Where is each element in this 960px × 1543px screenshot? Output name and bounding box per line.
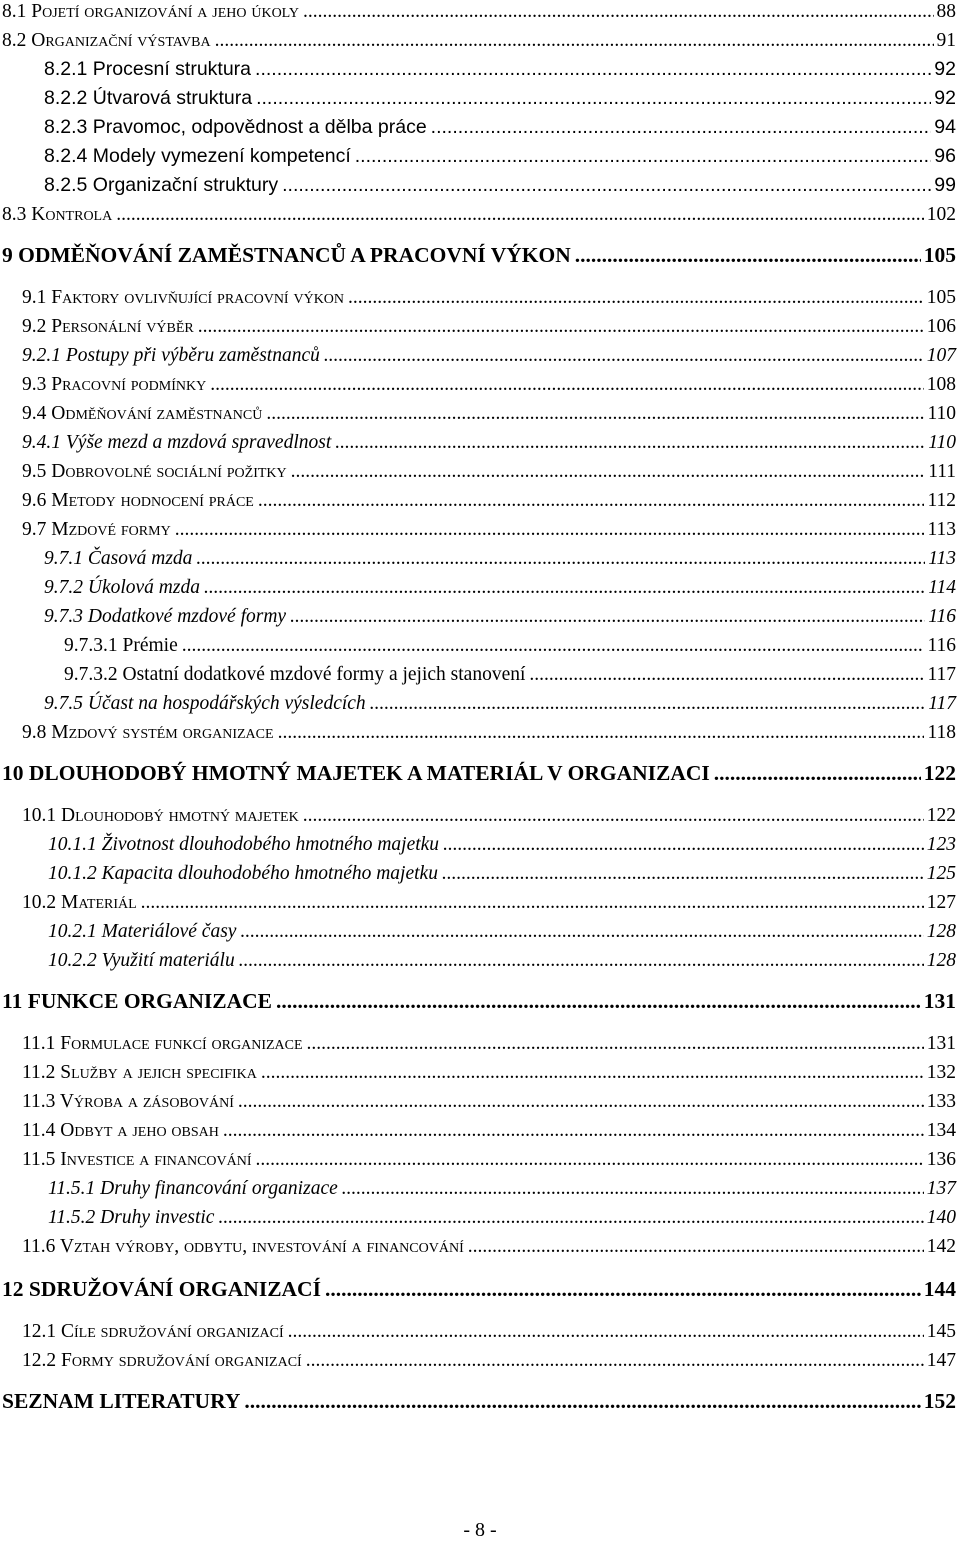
toc-entry[interactable]: [0, 2, 956, 22]
toc-leader: [240, 922, 923, 942]
toc-entry-title: 11.5.2 Druhy investic: [48, 1207, 215, 1228]
toc-entry-title: 9.7.2 Úkolová mzda: [44, 577, 200, 598]
toc-entry-title: 12.1 Cíle sdružování organizací: [22, 1321, 284, 1342]
toc-entry-title: 8.2 Organizační výstavba: [2, 30, 211, 51]
toc-entry-page: 110: [927, 403, 956, 424]
toc-entry[interactable]: [0, 893, 956, 913]
toc-leader: [291, 462, 926, 482]
toc-leader: [468, 1237, 924, 1257]
toc-leader: [218, 1208, 923, 1228]
toc-entry-title: 9.4 Odměňování zaměstnanců: [22, 403, 263, 424]
toc-entry-page: 105: [926, 287, 956, 308]
toc-entry[interactable]: [0, 636, 956, 656]
toc-leader: [355, 147, 932, 167]
toc-entry-page: 128: [926, 950, 956, 971]
toc-leader: [255, 60, 931, 80]
toc-entry-page: 92: [934, 87, 956, 109]
toc-entry[interactable]: [0, 694, 956, 714]
toc-leader: [324, 346, 924, 366]
toc-leader: [276, 991, 921, 1013]
toc-leader: [278, 723, 925, 743]
toc-entry[interactable]: [0, 205, 956, 225]
toc-entry-page: 117: [927, 664, 956, 685]
toc-entry[interactable]: [0, 665, 956, 685]
toc-entry-page: 145: [926, 1321, 956, 1342]
toc-entry[interactable]: [0, 1034, 956, 1054]
toc-entry-title: 9.1 Faktory ovlivňující pracovní výkon: [22, 287, 345, 308]
toc-entry-page: 147: [926, 1350, 956, 1371]
toc-leader: [261, 1063, 924, 1083]
toc-entry-page: 131: [923, 989, 956, 1013]
toc-entry-title: 11.1 Formulace funkcí organizace: [22, 1033, 303, 1054]
toc-leader: [431, 118, 932, 138]
toc-entry-title: 9.7.3.2 Ostatní dodatkové mzdové formy a jejich stanovení: [64, 664, 526, 685]
toc-leader: [714, 763, 921, 785]
toc-entry-title: 9.7.3 Dodatkové mzdové formy: [44, 606, 287, 627]
toc-entry-title: 8.2.2 Útvarová struktura: [44, 87, 253, 109]
toc-entry-title: 8.3 Kontrola: [2, 204, 113, 225]
toc-entry-page: 125: [926, 863, 956, 884]
toc-entry[interactable]: [0, 288, 956, 308]
toc-entry-page: 140: [926, 1207, 956, 1228]
toc-leader: [204, 578, 925, 598]
toc-entry[interactable]: [0, 375, 956, 395]
toc-leader: [116, 205, 924, 225]
toc-leader: [198, 317, 924, 337]
toc-entry-page: 91: [936, 30, 956, 51]
toc-entry-title: 10.2 Materiál: [22, 892, 137, 913]
toc-entry[interactable]: [0, 1351, 956, 1371]
toc-entry-title: 10.1 Dlouhodobý hmotný majetek: [22, 805, 299, 826]
toc-entry-title: 9.4.1 Výše mezd a mzdová spravedlnost: [22, 432, 332, 453]
toc-leader: [238, 1092, 924, 1112]
toc-entry-title: 9.7.1 Časová mzda: [44, 548, 193, 569]
toc-entry-page: 116: [928, 606, 956, 627]
toc-entry[interactable]: [0, 491, 956, 511]
toc-leader: [348, 288, 924, 308]
toc-entry[interactable]: [0, 1092, 956, 1112]
toc-entry[interactable]: [0, 1391, 956, 1413]
toc-entry[interactable]: [0, 1322, 956, 1342]
toc-entry[interactable]: [0, 346, 956, 366]
toc-entry-page: 134: [926, 1120, 956, 1141]
toc-entry-title: 10 DLOUHODOBÝ HMOTNÝ MAJETEK A MATERIÁL V ORGANIZACI: [2, 761, 710, 785]
toc-entry-page: 114: [928, 577, 956, 598]
toc-entry[interactable]: [0, 578, 956, 598]
toc-entry[interactable]: [0, 520, 956, 540]
toc-entry-title: 8.2.3 Pravomoc, odpovědnost a dělba práce: [44, 116, 427, 138]
toc-entry-title: 11.6 Vztah výroby, odbytu, investování a financování: [22, 1236, 464, 1257]
toc-entry-title: 9.7 Mzdové formy: [22, 519, 171, 540]
toc-entry-page: 106: [926, 316, 956, 337]
toc-entry[interactable]: [0, 763, 956, 785]
toc-entry-page: 94: [934, 116, 956, 138]
toc-entry-page: 110: [928, 432, 956, 453]
toc-leader: [244, 1391, 920, 1413]
toc-entry[interactable]: [0, 951, 956, 971]
toc-entry-title: 9 ODMĚŇOVÁNÍ ZAMĚSTNANCŮ A PRACOVNÍ VÝKON: [2, 243, 571, 267]
toc-entry[interactable]: [0, 1121, 956, 1141]
toc-entry-page: 152: [923, 1389, 956, 1413]
toc-leader: [303, 806, 924, 826]
toc-entry[interactable]: [0, 31, 956, 51]
toc-leader: [239, 951, 924, 971]
toc-entry-title: 9.2 Personální výběr: [22, 316, 194, 337]
toc-entry-title: 10.2.2 Využití materiálu: [48, 950, 235, 971]
toc-entry[interactable]: [0, 1208, 956, 1228]
toc-entry-title: 11.2 Služby a jejich specifika: [22, 1062, 257, 1083]
toc-leader: [342, 1179, 924, 1199]
toc-entry-page: 127: [926, 892, 956, 913]
toc-entry-title: 12 SDRUŽOVÁNÍ ORGANIZACÍ: [2, 1277, 321, 1301]
toc-entry-page: 136: [926, 1149, 956, 1170]
toc-entry-title: 8.2.4 Modely vymezení kompetencí: [44, 145, 351, 167]
toc-entry-page: 113: [927, 519, 956, 540]
toc-leader: [256, 89, 931, 109]
toc-entry-title: 11 FUNKCE ORGANIZACE: [2, 989, 272, 1013]
toc-leader: [335, 433, 925, 453]
toc-entry[interactable]: [0, 176, 956, 196]
toc-entry[interactable]: [0, 922, 956, 942]
toc-entry-page: 128: [926, 921, 956, 942]
toc-entry-title: 9.8 Mzdový systém organizace: [22, 722, 274, 743]
toc-entry-title: 11.5.1 Druhy financování organizace: [48, 1178, 338, 1199]
toc-entry-title: 11.5 Investice a financování: [22, 1149, 252, 1170]
toc-entry[interactable]: [0, 118, 956, 138]
toc-leader: [307, 1034, 924, 1054]
toc-leader: [529, 665, 924, 685]
toc-entry[interactable]: [0, 723, 956, 743]
toc-entry-title: 10.2.1 Materiálové časy: [48, 921, 237, 942]
toc-entry-page: 142: [926, 1236, 956, 1257]
toc-entry-page: 102: [926, 204, 956, 225]
toc-entry[interactable]: [0, 1179, 956, 1199]
toc-entry-title: SEZNAM LITERATURY: [2, 1389, 241, 1413]
toc-leader: [256, 1150, 924, 1170]
toc-entry-page: 133: [926, 1091, 956, 1112]
toc-entry[interactable]: [0, 245, 956, 267]
toc-entry-page: 88: [936, 1, 956, 22]
toc-entry-page: 96: [934, 145, 956, 167]
toc-leader: [210, 375, 924, 395]
toc-entry-title: 9.7.3.1 Prémie: [64, 635, 178, 656]
toc-leader: [141, 893, 924, 913]
toc-entry-title: 9.7.5 Účast na hospodářských výsledcích: [44, 693, 366, 714]
toc-entry[interactable]: [0, 404, 956, 424]
toc-entry-page: 107: [926, 345, 956, 366]
toc-entry[interactable]: [0, 607, 956, 627]
toc-entry[interactable]: [0, 1150, 956, 1170]
toc-entry[interactable]: [0, 462, 956, 482]
toc-entry-page: 108: [926, 374, 956, 395]
toc-entry-title: 11.4 Odbyt a jeho obsah: [22, 1120, 219, 1141]
toc-entry[interactable]: [0, 317, 956, 337]
toc-entry-page: 137: [926, 1178, 956, 1199]
toc-entry-title: 9.2.1 Postupy při výběru zaměstnanců: [22, 345, 320, 366]
toc-entry-title: 10.1.2 Kapacita dlouhodobého hmotného majetku: [48, 863, 438, 884]
toc-entry[interactable]: [0, 549, 956, 569]
toc-entry-title: 8.2.5 Organizační struktury: [44, 174, 279, 196]
toc-leader: [575, 245, 921, 267]
toc-leader: [196, 549, 925, 569]
toc-leader: [290, 607, 925, 627]
toc-entry[interactable]: [0, 89, 956, 109]
toc-leader: [223, 1121, 924, 1141]
toc-entry-page: 111: [928, 461, 956, 482]
toc-entry-title: 9.6 Metody hodnocení práce: [22, 490, 254, 511]
toc-entry-page: 144: [923, 1277, 956, 1301]
toc-entry-title: 9.3 Pracovní podmínky: [22, 374, 207, 395]
toc-leader: [303, 2, 934, 22]
toc-entry[interactable]: [0, 433, 956, 453]
toc-entry[interactable]: [0, 147, 956, 167]
toc-entry-page: 122: [926, 805, 956, 826]
page-number: - 8 -: [463, 1519, 497, 1541]
toc-entry[interactable]: [0, 1063, 956, 1083]
toc-entry[interactable]: [0, 60, 956, 80]
toc-entry-title: 8.2.1 Procesní struktura: [44, 58, 252, 80]
toc-entry-page: 118: [927, 722, 956, 743]
toc-leader: [370, 694, 926, 714]
toc-entry[interactable]: [0, 1237, 956, 1257]
toc-entry-page: 113: [928, 548, 956, 569]
toc-entry-page: 122: [923, 761, 956, 785]
toc-leader: [282, 176, 931, 196]
toc-leader: [325, 1279, 921, 1301]
toc-leader: [182, 636, 925, 656]
toc-leader: [266, 404, 924, 424]
toc-entry-page: 132: [926, 1062, 956, 1083]
toc-entry-title: 12.2 Formy sdružování organizací: [22, 1350, 302, 1371]
toc-entry-page: 112: [927, 490, 956, 511]
toc-leader: [258, 491, 925, 511]
toc-entry-title: 10.1.1 Životnost dlouhodobého hmotného majetku: [48, 834, 440, 855]
toc-leader: [443, 835, 924, 855]
toc-entry-page: 116: [927, 635, 956, 656]
toc-entry[interactable]: [0, 1279, 956, 1301]
toc-entry-page: 123: [926, 834, 956, 855]
toc-leader: [215, 31, 934, 51]
toc-leader: [175, 520, 925, 540]
toc-entry[interactable]: [0, 864, 956, 884]
toc-entry[interactable]: [0, 835, 956, 855]
toc-leader: [442, 864, 924, 884]
toc-entry-title: 8.1 Pojetí organizování a jeho úkoly: [2, 1, 299, 22]
toc-entry-page: 131: [926, 1033, 956, 1054]
toc-leader: [288, 1322, 924, 1342]
toc-entry-page: 99: [934, 174, 956, 196]
toc-entry[interactable]: [0, 991, 956, 1013]
toc-leader: [306, 1351, 924, 1371]
toc-entry-page: 92: [934, 58, 956, 80]
toc-entry-page: 117: [928, 693, 956, 714]
toc-entry-page: 105: [923, 243, 956, 267]
toc-entry-title: 11.3 Výroba a zásobování: [22, 1091, 234, 1112]
toc-entry[interactable]: [0, 806, 956, 826]
toc-entry-title: 9.5 Dobrovolné sociální požitky: [22, 461, 287, 482]
